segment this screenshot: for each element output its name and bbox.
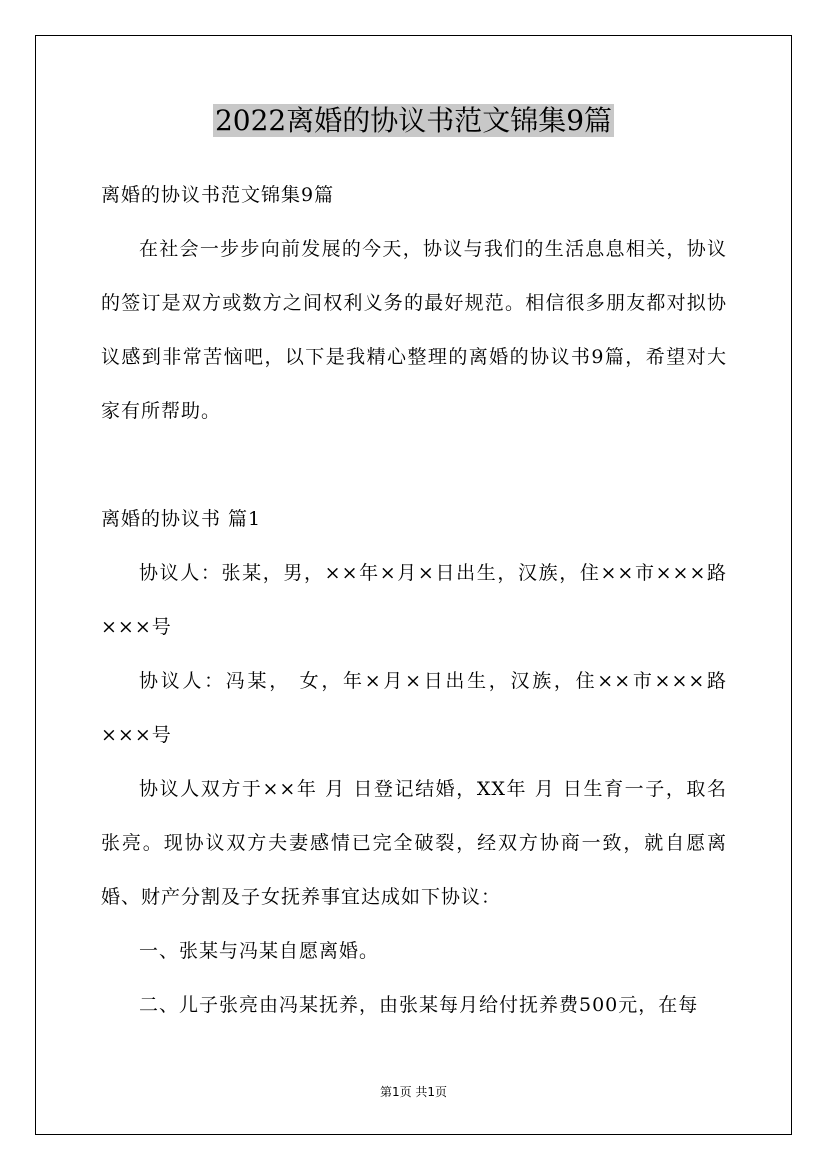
- clause-1: 一、张某与冯某自愿离婚。: [139, 940, 380, 962]
- paragraph-party-a: 协议人：张某，男，××年×月×日出生，汉族，住××市×××路×××号: [101, 562, 727, 638]
- paragraph-marriage-statement: 协议人双方于××年 月 日登记结婚，XX年 月 日生育一子，取名张亮。现协议双方夫妻感情已完全破裂，经双方协商一致，就自愿离婚、财产分割及子女抚养事宜达成如下协议：: [101, 778, 727, 908]
- page-number: 第1页 共1页: [379, 1085, 448, 1099]
- page-footer: [0, 1082, 827, 1102]
- subtitle: 离婚的协议书范文锦集9篇: [101, 184, 335, 206]
- document-body: [101, 168, 727, 1032]
- paragraph-party-b: 协议人：冯某， 女，年×月×日出生，汉族，住××市×××路×××号: [101, 670, 727, 746]
- section-heading: 离婚的协议书 篇1: [101, 508, 262, 530]
- section-spacer: [101, 438, 727, 492]
- intro-paragraph: 在社会一步步向前发展的今天，协议与我们的生活息息相关，协议的签订是双方或数方之间权利义务的最好规范。相信很多朋友都对拟协议感到非常苦恼吧，以下是我精心整理的离婚的协议书9篇，希望对大家有所帮助。: [101, 238, 727, 422]
- clause-2: 二、儿子张亮由冯某抚养，由张某每月给付抚养费500元，在每: [139, 994, 699, 1016]
- document-title: [0, 98, 827, 144]
- title-text: 2022离婚的协议书范文锦集9篇: [214, 104, 613, 137]
